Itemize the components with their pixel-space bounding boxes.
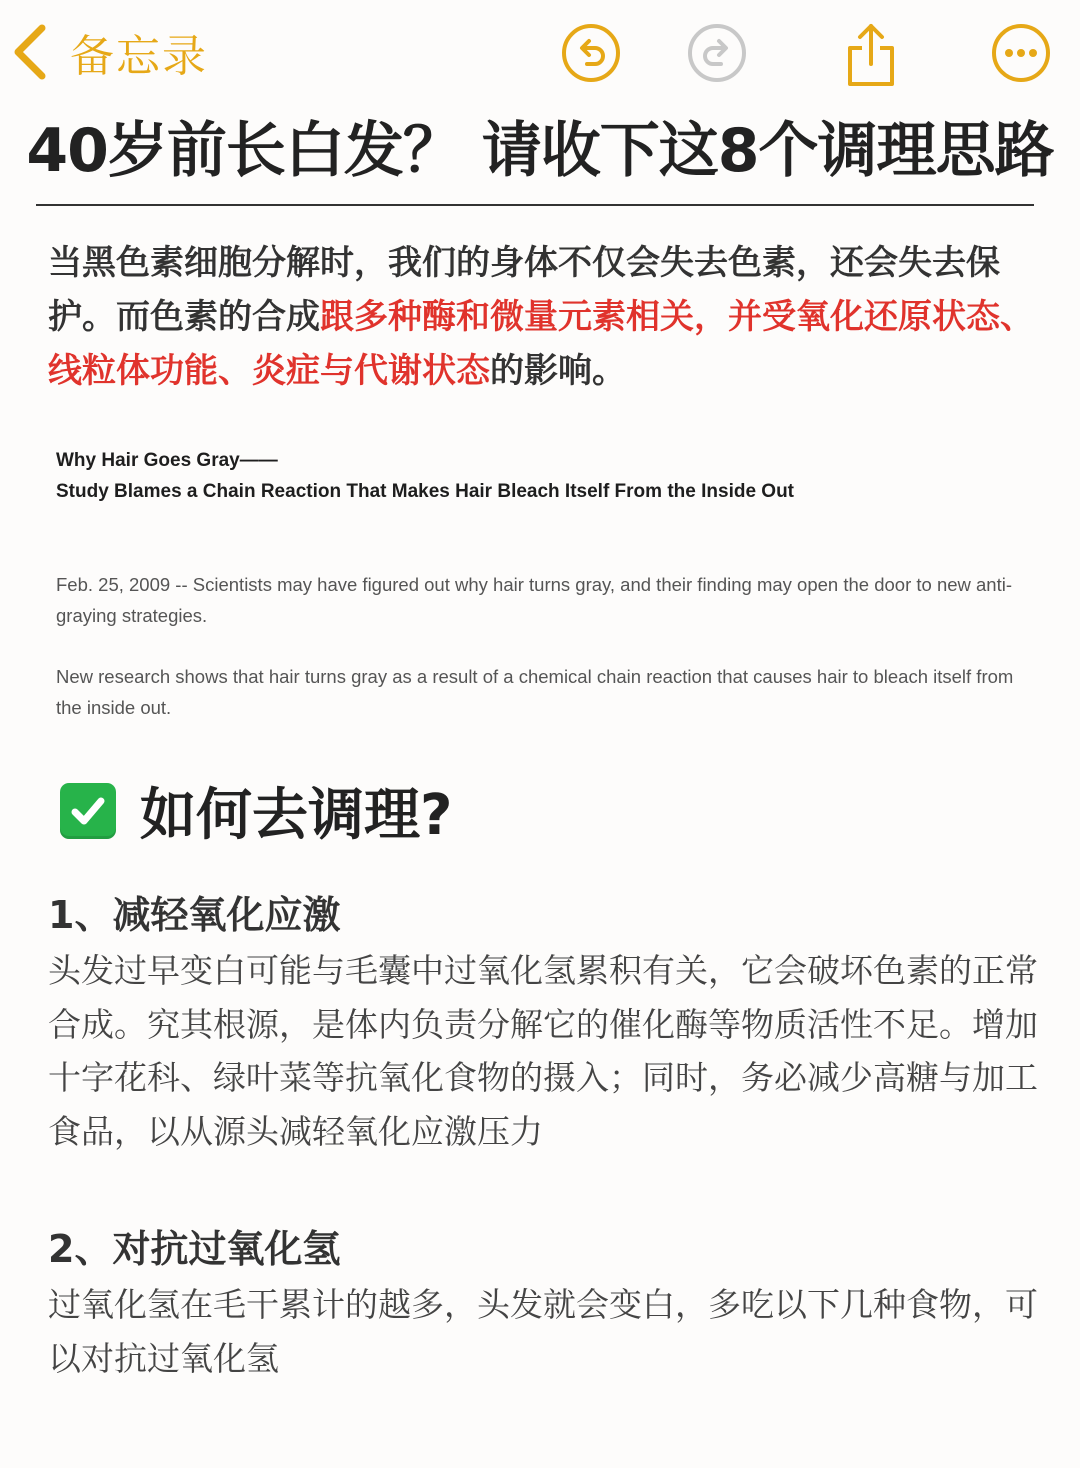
article-subheadline: Study Blames a Chain Reaction That Makes Hair Bleach Itself From the Inside Out	[56, 481, 795, 502]
undo-button[interactable]	[560, 22, 622, 84]
intro-text: 当黑色素细胞分解时，我们的身体不仅会失去色素，还会失去保护。而色素的合成	[48, 243, 1000, 337]
intro-paragraph	[48, 236, 1038, 398]
share-icon	[840, 22, 902, 88]
back-label: 备忘录	[70, 31, 208, 82]
item-title: 1、减轻氧化应激	[48, 893, 341, 937]
intro-highlight: 跟多种酶和微量元素相关，并受氧化还原状态、线粒体功能、炎症与代谢状态	[48, 297, 1034, 391]
note-title: 40岁前长白发？ 请收下这8个调理思路	[26, 116, 1054, 186]
share-button[interactable]	[840, 22, 902, 84]
section-title: 如何去调理?	[140, 783, 453, 848]
item-body: 过氧化氢在毛干累计的越多，头发就会变白，多吃以下几种食物，可以对抗过氧化氢	[48, 1285, 1038, 1378]
undo-icon	[560, 22, 622, 84]
section-heading	[60, 776, 452, 846]
item-body: 头发过早变白可能与毛囊中过氧化氢累积有关，它会破坏色素的正常合成。究其根源，是体内负责分解它的催化酶等物质活性不足。增加十字花科、绿叶菜等抗氧化食物的摄入；同时，务必减少高糖与加工食品，以从源头减轻氧化应激压力	[48, 951, 1038, 1151]
divider	[36, 204, 1034, 206]
chevron-left-icon	[12, 24, 48, 80]
article-paragraph: New research shows that hair turns gray as a result of a chemical chain reaction that causes hair to bleach itself from the inside out.	[56, 666, 1014, 718]
more-button[interactable]	[990, 22, 1052, 84]
article-headline: Why Hair Goes Gray——	[56, 450, 278, 471]
intro-text-end: 的影响。	[490, 351, 626, 391]
redo-icon	[686, 22, 748, 84]
article-excerpt	[56, 445, 1036, 723]
navigation-bar	[0, 0, 1080, 108]
redo-button[interactable]	[686, 22, 748, 84]
check-mark-icon	[60, 783, 116, 839]
more-icon	[990, 22, 1052, 84]
back-button[interactable]	[12, 22, 208, 82]
article-paragraph: Feb. 25, 2009 -- Scientists may have figured out why hair turns gray, and their finding may open the door to new anti-graying strategies.	[56, 574, 1013, 626]
item-title: 2、对抗过氧化氢	[48, 1227, 341, 1271]
